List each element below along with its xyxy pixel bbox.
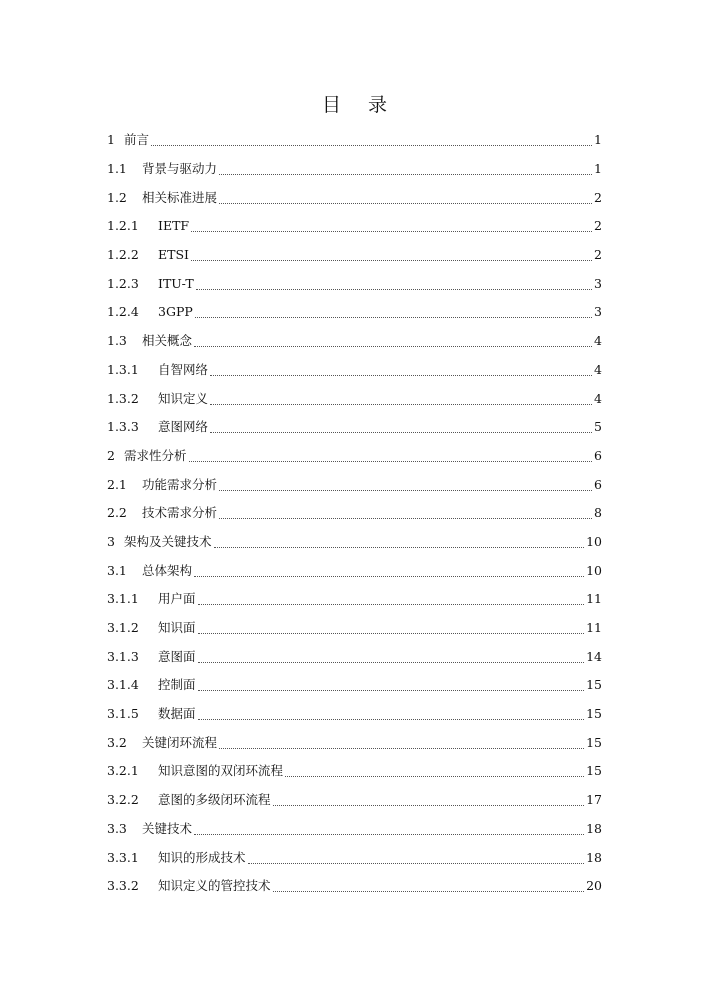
toc-entry-number: 2.2 [107,505,127,521]
toc-entry-title: 控制面 [158,677,196,693]
toc-dot-leader [198,661,585,663]
toc-entry-page-number: 2 [594,189,602,205]
toc-entry-number: 3 [107,533,115,549]
page-title-char-2: 录 [368,94,389,116]
toc-entry-page-number: 17 [586,792,602,808]
toc-entry-page-number: 15 [586,734,602,750]
page-title [0,92,710,118]
toc-entry[interactable] [107,700,602,729]
toc-dot-leader [194,575,584,577]
toc-entry-title: 关键闭环流程 [142,734,218,750]
toc-entry[interactable] [107,585,602,614]
toc-entry-title: 需求性分析 [124,447,187,463]
toc-entry-number: 3.1.4 [107,677,139,693]
toc-entry-page-number: 1 [594,132,602,148]
toc-entry[interactable] [107,269,602,298]
toc-entry-title: 数据面 [158,706,196,722]
toc-dot-leader [191,230,592,232]
toc-entry[interactable] [107,815,602,844]
toc-entry[interactable] [107,528,602,557]
toc-entry-page-number: 11 [586,620,602,636]
toc-entry-number: 1 [107,132,115,148]
toc-entry-page-number: 4 [594,390,602,406]
toc-dot-leader [219,489,592,491]
toc-entry-page-number: 14 [586,648,602,664]
toc-dot-leader [210,374,592,376]
toc-entry-page-number: 11 [586,591,602,607]
toc-entry-page-number: 10 [586,533,602,549]
toc-dot-leader [219,202,592,204]
toc-entry-title: 意图的多级闭环流程 [158,792,271,808]
toc-dot-leader [219,517,592,519]
toc-dot-leader [219,173,592,175]
toc-entry[interactable] [107,155,602,184]
toc-entry-page-number: 15 [586,763,602,779]
toc-entry-title: 相关概念 [142,333,193,349]
toc-entry-title: 相关标准进展 [142,189,218,205]
toc-entry[interactable] [107,298,602,327]
toc-entry-number: 2 [107,447,115,463]
toc-entry-page-number: 6 [594,476,602,492]
toc-entry-number: 1.2 [107,189,127,205]
toc-entry-title: 功能需求分析 [142,476,218,492]
toc-entry-page-number: 1 [594,161,602,177]
toc-entry[interactable] [107,872,602,901]
toc-entry-number: 3.1.2 [107,620,139,636]
toc-entry[interactable] [107,356,602,385]
toc-dot-leader [248,862,585,864]
toc-entry[interactable] [107,556,602,585]
toc-entry-title: 自智网络 [158,361,209,377]
toc-entry-title: 意图面 [158,648,196,664]
toc-entry-number: 3.1.5 [107,706,139,722]
toc-entry-title: 背景与驱动力 [142,161,218,177]
toc-entry[interactable] [107,384,602,413]
toc-entry-page-number: 3 [594,275,602,291]
toc-entry[interactable] [107,212,602,241]
toc-entry-page-number: 2 [594,218,602,234]
toc-entry-number: 1.1 [107,161,127,177]
toc-dot-leader [198,632,585,634]
toc-entry-title: 知识意图的双闭环流程 [158,763,284,779]
toc-entry-page-number: 18 [586,849,602,865]
table-of-contents [107,126,602,901]
toc-entry-number: 1.3.3 [107,419,139,435]
toc-dot-leader [195,316,592,318]
toc-entry-page-number: 18 [586,820,602,836]
toc-entry-page-number: 5 [594,419,602,435]
toc-entry-page-number: 8 [594,505,602,521]
toc-entry-title: 知识定义的管控技术 [158,878,271,894]
toc-entry-title: 知识定义 [158,390,209,406]
toc-entry-page-number: 20 [586,878,602,894]
toc-entry[interactable] [107,728,602,757]
toc-entry-number: 3.1.1 [107,591,139,607]
toc-dot-leader [191,259,592,261]
toc-entry-title: 意图网络 [158,419,209,435]
toc-entry-number: 1.2.3 [107,275,139,291]
toc-entry-number: 1.3.2 [107,390,139,406]
toc-dot-leader [273,890,585,892]
toc-entry-number: 3.3.2 [107,878,139,894]
toc-entry-number: 3.2 [107,734,127,750]
toc-entry[interactable] [107,470,602,499]
toc-entry[interactable] [107,241,602,270]
toc-dot-leader [194,833,584,835]
toc-entry-page-number: 15 [586,677,602,693]
toc-entry-number: 1.3 [107,333,127,349]
toc-dot-leader [198,689,585,691]
toc-entry-page-number: 15 [586,706,602,722]
toc-dot-leader [196,288,592,290]
toc-entry-number: 1.2.2 [107,247,139,263]
toc-entry[interactable] [107,126,602,155]
toc-entry-number: 3.2.1 [107,763,139,779]
toc-dot-leader [189,460,593,462]
toc-entry[interactable] [107,442,602,471]
toc-entry-title: 关键技术 [142,820,193,836]
toc-entry-number: 1.3.1 [107,361,139,377]
toc-entry[interactable] [107,642,602,671]
toc-entry-page-number: 3 [594,304,602,320]
toc-entry[interactable] [107,327,602,356]
toc-entry-title: ETSI [158,247,189,263]
toc-entry[interactable] [107,183,602,212]
toc-entry-title: 知识面 [158,620,196,636]
toc-entry-number: 3.1 [107,562,127,578]
toc-entry-number: 3.3 [107,820,127,836]
toc-dot-leader [219,747,584,749]
toc-entry-number: 3.1.3 [107,648,139,664]
toc-dot-leader [194,345,592,347]
toc-dot-leader [151,144,592,146]
toc-entry-title: 用户面 [158,591,196,607]
toc-dot-leader [210,431,592,433]
toc-dot-leader [198,603,585,605]
toc-entry-page-number: 10 [586,562,602,578]
toc-entry-number: 2.1 [107,476,127,492]
toc-entry-title: 3GPP [158,304,193,320]
toc-entry[interactable] [107,499,602,528]
toc-entry[interactable] [107,671,602,700]
toc-dot-leader [198,718,585,720]
toc-entry[interactable] [107,413,602,442]
toc-entry-title: 前言 [124,132,150,148]
toc-entry[interactable] [107,786,602,815]
toc-dot-leader [273,804,585,806]
toc-dot-leader [210,403,592,405]
toc-entry[interactable] [107,614,602,643]
toc-dot-leader [285,775,584,777]
toc-entry-title: 架构及关键技术 [124,533,212,549]
toc-entry-page-number: 6 [594,447,602,463]
toc-entry-number: 1.2.1 [107,218,139,234]
toc-dot-leader [214,546,585,548]
toc-entry-page-number: 2 [594,247,602,263]
toc-entry-title: 技术需求分析 [142,505,218,521]
toc-entry-title: ITU-T [158,275,194,291]
toc-entry-page-number: 4 [594,333,602,349]
toc-entry-title: 总体架构 [142,562,193,578]
toc-entry-title: IETF [158,218,190,234]
page-title-char-1: 目 [321,94,342,116]
toc-entry-page-number: 4 [594,361,602,377]
toc-entry-number: 3.2.2 [107,792,139,808]
toc-entry-number: 3.3.1 [107,849,139,865]
toc-entry-title: 知识的形成技术 [158,849,246,865]
toc-entry[interactable] [107,757,602,786]
toc-entry-number: 1.2.4 [107,304,139,320]
toc-entry[interactable] [107,843,602,872]
